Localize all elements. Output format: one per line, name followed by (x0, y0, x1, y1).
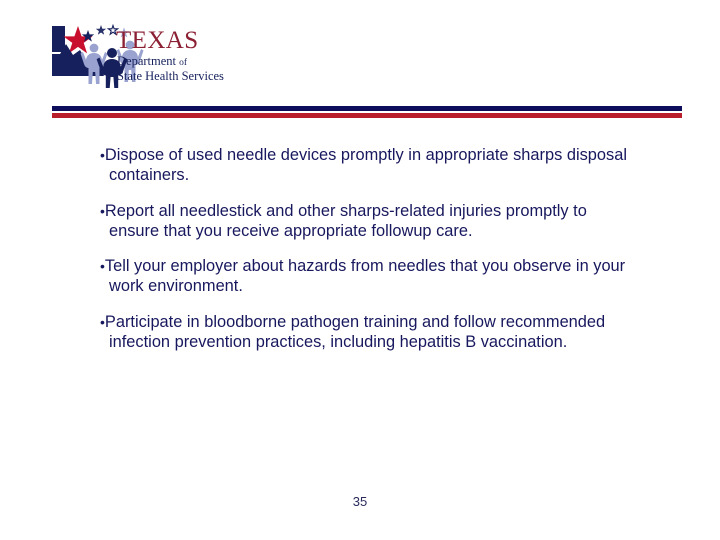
bullet-item (100, 313, 628, 353)
bullet-marker: • (100, 202, 105, 219)
bullet-item (100, 257, 628, 297)
logo-subtitle-line-1 (117, 54, 291, 69)
page-number: 35 (352, 494, 368, 509)
bullet-text: Report all needlestick and other sharps-related injuries promptly to ensure that you receive appropriate followup care. (104, 201, 587, 240)
bullet-marker: • (100, 147, 105, 163)
bullet-text: Dispose of used needle devices promptly in appropriate sharps disposal containers. (104, 146, 627, 184)
bullet-item (100, 146, 628, 186)
logo-title: TEXAS (116, 27, 199, 54)
bullet-text: Participate in bloodborne pathogen training and follow recommended infection prevention practices, including hepatitis B vaccination. (104, 313, 606, 351)
texas-dshs-logo (52, 20, 287, 92)
slide-body (100, 146, 628, 353)
logo-subtitle-department: Department (117, 54, 177, 68)
bullet-item (100, 202, 628, 242)
header-divider (52, 106, 682, 118)
bullet-marker: • (100, 314, 105, 331)
bullet-text: Tell your employer about hazards from needles that you observe in your work environment. (104, 257, 626, 296)
slide-header (52, 20, 672, 92)
logo-wordmark (116, 28, 291, 83)
logo-subtitle-of: of (179, 58, 188, 68)
logo-subtitle-line-2: State Health Services (117, 68, 224, 83)
divider-red-bar (52, 113, 682, 118)
bullet-marker: • (100, 258, 105, 275)
